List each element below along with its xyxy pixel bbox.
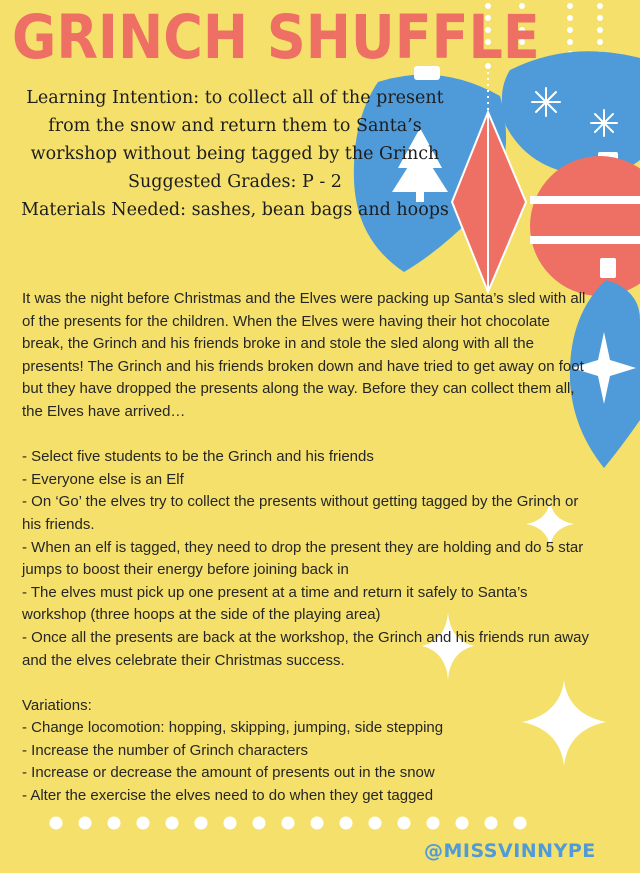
rule-item: - Select five students to be the Grinch and his friends <box>22 448 374 466</box>
materials-needed: Materials Needed: sashes, bean bags and hoops <box>21 200 449 220</box>
suggested-grades: Suggested Grades: P - 2 <box>128 172 342 192</box>
learning-intention: Learning Intention: to collect all of the present from the snow and return them to Santa’s workshop without being tagged by the Grinch <box>26 88 444 164</box>
author-handle: @MISSVINNYPE <box>424 840 596 862</box>
variation-item: - Increase the number of Grinch characters <box>22 741 308 759</box>
rule-item: - When an elf is tagged, they need to drop the present they are holding and do 5 star jumps to boost their energy before joining back in <box>22 538 584 579</box>
dotted-border <box>48 815 548 831</box>
activity-overview <box>20 84 450 224</box>
rule-item: - On ‘Go’ the elves try to collect the presents without getting tagged by the Grinch or his friends. <box>22 493 579 533</box>
rule-item: - Once all the presents are back at the workshop, the Grinch and his friends run away and the elves celebrate their Christmas success. <box>22 628 589 669</box>
variations-heading: Variations: <box>22 696 92 714</box>
page-title: GRINCH SHUFFLE <box>12 2 540 73</box>
variation-item: - Alter the exercise the elves need to do when they get tagged <box>22 787 434 805</box>
activity-description <box>22 288 590 808</box>
rule-item: - Everyone else is an Elf <box>22 470 184 488</box>
story-paragraph: It was the night before Christmas and the Elves were packing up Santa’s sled with all of the presents for the children. When the Elves were having their hot chocolate break, the Grinch and his friends broke in and stole the sled along with all the presents! The Grinch and his friends broken down and have tried to get away on foot but they have dropped the presents along the way. Before they can collect them all, the Elves have arrived… <box>22 290 586 420</box>
red-striped-ornament <box>530 152 640 296</box>
variation-item: - Increase or decrease the amount of presents out in the snow <box>22 764 435 782</box>
variation-item: - Change locomotion: hopping, skipping, jumping, side stepping <box>22 719 444 737</box>
rule-item: - The elves must pick up one present at a time and return it safely to Santa’s workshop (three hoops at the side of the playing area) <box>22 583 528 624</box>
